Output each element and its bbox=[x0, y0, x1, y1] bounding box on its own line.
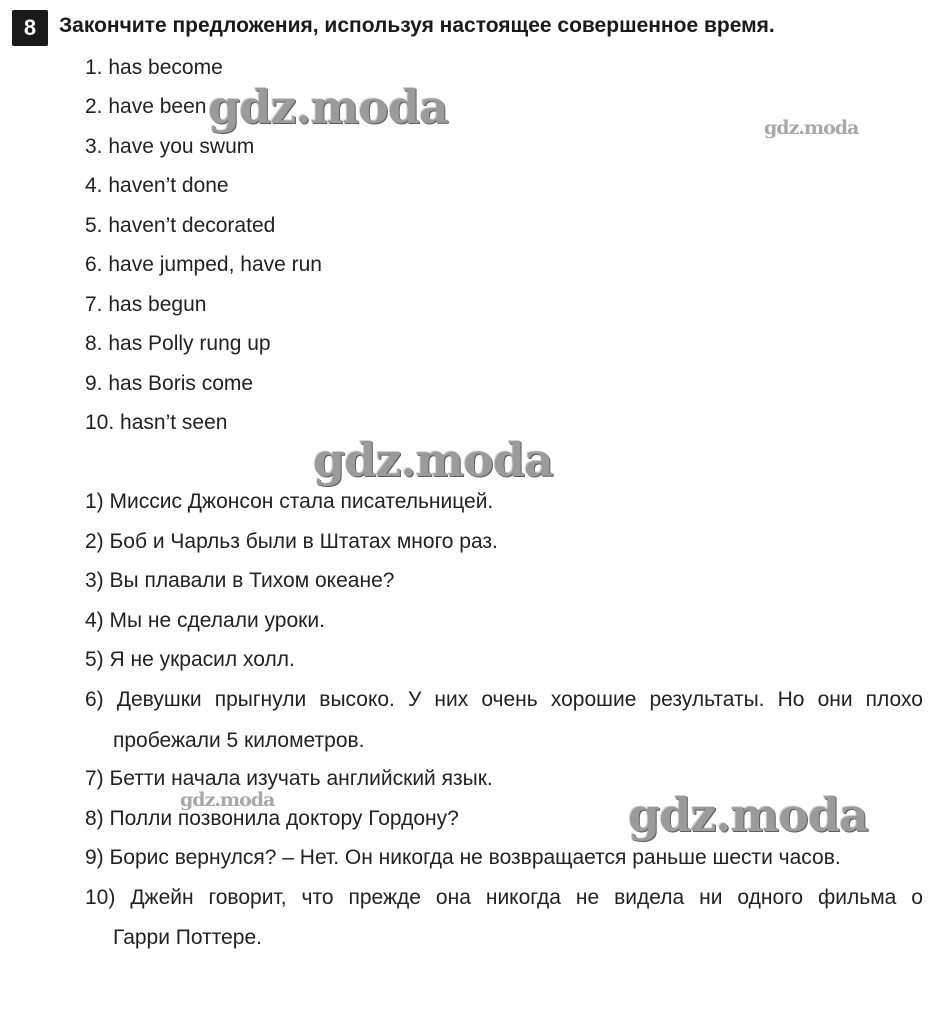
watermark-logo: gdz.moda bbox=[313, 433, 553, 487]
translation-item: 4) Мы не сделали уроки. bbox=[85, 609, 325, 632]
task-number-badge: 8 bbox=[12, 10, 48, 46]
answer-item: 7. has begun bbox=[85, 293, 207, 316]
task-title: Закончите предложения, используя настоящее совершенное время. bbox=[59, 14, 775, 37]
watermark-logo: gdz.moda bbox=[764, 117, 859, 139]
watermark-logo: gdz.moda bbox=[208, 80, 448, 134]
translation-item: 1) Миссис Джонсон стала писательницей. bbox=[85, 490, 494, 513]
translation-item: 7) Бетти начала изучать английский язык. bbox=[85, 767, 493, 790]
translation-item: 9) Борис вернулся? – Нет. Он никогда не возвращается раньше шести часов. bbox=[85, 846, 841, 869]
answer-item: 6. have jumped, have run bbox=[85, 253, 322, 276]
translation-item: 2) Боб и Чарльз были в Штатах много раз. bbox=[85, 530, 498, 553]
answer-item: 4. haven’t done bbox=[85, 174, 229, 197]
translation-item-6-line2: пробежали 5 километров. bbox=[113, 729, 365, 752]
translation-item-6-line1: 6) Девушки прыгнули высоко. У них очень хорошие результаты. Но они плохо bbox=[85, 688, 923, 711]
translation-item-10-line1: 10) Джейн говорит, что прежде она никогда не видела ни одного фильма о bbox=[85, 886, 923, 909]
answer-item: 8. has Polly rung up bbox=[85, 332, 271, 355]
translation-item-10-line2: Гарри Поттере. bbox=[113, 926, 262, 949]
answer-item: 10. hasn’t seen bbox=[85, 411, 228, 434]
translation-item: 8) Полли позвонила доктору Гордону? bbox=[85, 807, 459, 830]
answer-item: 5. haven’t decorated bbox=[85, 214, 276, 237]
translation-item: 5) Я не украсил холл. bbox=[85, 648, 295, 671]
answer-item: 3. have you swum bbox=[85, 135, 255, 158]
answer-item: 2. have been bbox=[85, 95, 207, 118]
answer-item: 9. has Boris come bbox=[85, 372, 254, 395]
answer-item: 1. has become bbox=[85, 56, 223, 79]
watermark-logo: gdz.moda bbox=[180, 789, 275, 811]
watermark-logo: gdz.moda bbox=[628, 788, 868, 842]
translation-item: 3) Вы плавали в Тихом океане? bbox=[85, 569, 395, 592]
